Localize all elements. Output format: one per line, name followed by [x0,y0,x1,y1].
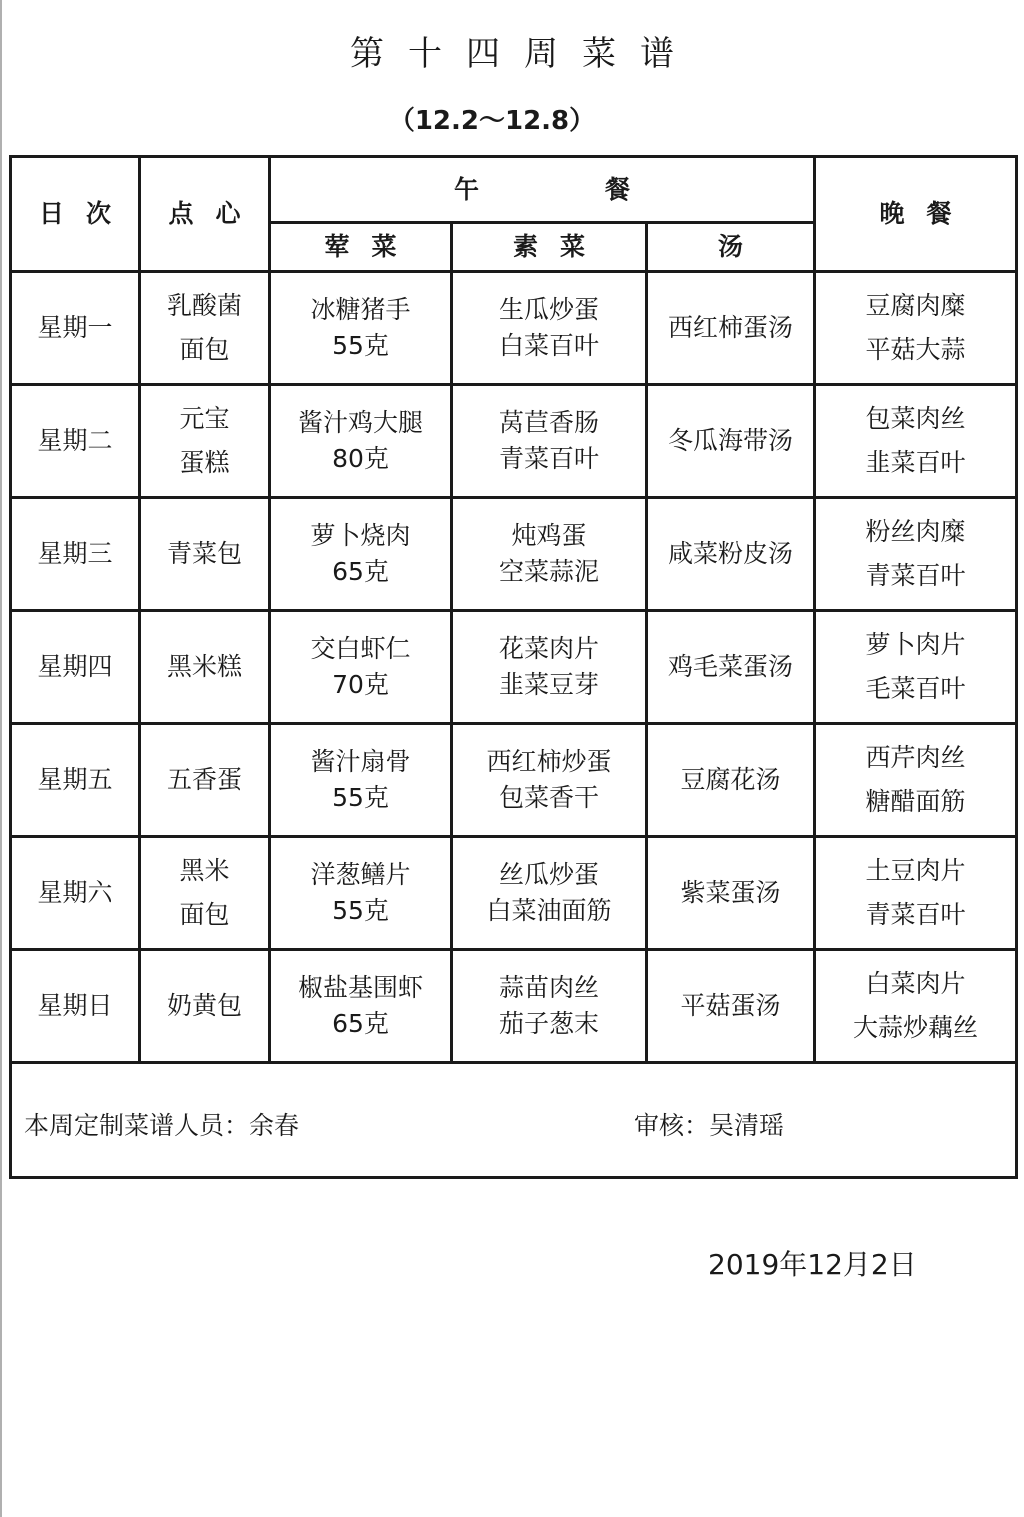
cell-day [11,724,140,837]
cell-line: 萝卜肉片 [865,630,966,659]
table-row [11,724,1017,837]
cell-day [11,498,140,611]
cell-meat [270,385,452,498]
cell-line: 空菜蒜泥 [498,557,599,586]
cell-line: 奶黄包 [166,991,242,1020]
cell-dinner [815,837,1017,950]
cell-dinner [815,950,1017,1063]
cell-line: 韭菜百叶 [865,448,966,477]
cell-line: 韭菜豆芽 [498,670,599,699]
cell-line: 茄子葱末 [498,1009,599,1038]
cell-line: 酱汁鸡大腿 [297,408,423,437]
cell-snack [140,498,270,611]
cell-line: 55克 [332,783,389,812]
cell-text: 星期二 [37,426,113,455]
cell-line: 70克 [332,670,389,699]
cell-text: 豆腐花汤 [680,765,781,794]
cell-soup [647,272,815,385]
cell-veg [452,272,647,385]
table-row [11,272,1017,385]
cell-veg [452,837,647,950]
cell-line: 西红柿炒蛋 [486,747,612,776]
header-soup: 汤 [647,223,815,272]
cell-line: 花菜肉片 [498,634,599,663]
cell-veg [452,498,647,611]
cell-text: 紫菜蛋汤 [680,878,781,907]
cell-text: 鸡毛菜蛋汤 [667,652,793,681]
cell-line: 80克 [332,444,389,473]
page-title: 第十四周菜谱 [350,34,698,74]
header-lunch: 午餐 [270,157,815,223]
cell-soup [647,385,815,498]
cell-line: 大蒜炒藕丝 [852,1013,978,1042]
cell-line: 糖醋面筋 [865,787,966,816]
date-range: （12.2～12.8） [388,106,596,136]
issue-date: 2019年12月2日 [708,1248,917,1281]
cell-meat [270,272,452,385]
cell-text: 咸菜粉皮汤 [667,539,793,568]
table-row [11,385,1017,498]
cell-veg [452,385,647,498]
cell-meat [270,837,452,950]
cell-soup [647,837,815,950]
cell-line: 粉丝肉糜 [865,517,966,546]
header-dinner: 晚餐 [815,157,1017,272]
cell-line: 黑米糕 [166,652,242,681]
cell-text: 星期三 [37,539,113,568]
cell-line: 蒜苗肉丝 [498,973,599,1002]
cell-line: 55克 [332,896,389,925]
cell-line: 白菜油面筋 [486,896,612,925]
cell-line: 冰糖猪手 [310,295,411,324]
cell-day [11,272,140,385]
cell-line: 生瓜炒蛋 [498,295,599,324]
cell-line: 面包 [179,900,230,929]
cell-line: 莴苣香肠 [498,408,599,437]
cell-day [11,837,140,950]
cell-line: 黑米 [179,856,230,885]
footer-row [11,1063,1017,1178]
header-meat: 荤菜 [270,223,452,272]
cell-line: 交白虾仁 [310,634,411,663]
cell-dinner [815,385,1017,498]
cell-text: 星期日 [37,991,113,1020]
cell-dinner [815,498,1017,611]
cell-snack [140,950,270,1063]
cell-line: 炖鸡蛋 [511,521,587,550]
cell-soup [647,724,815,837]
cell-line: 65克 [332,1009,389,1038]
header-snack: 点心 [140,157,270,272]
cell-line: 元宝 [179,404,230,433]
cell-text: 星期一 [37,313,113,342]
cell-dinner [815,272,1017,385]
cell-line: 酱汁扇骨 [310,747,411,776]
table-row [11,498,1017,611]
cell-line: 白菜肉片 [865,969,966,998]
table-row [11,950,1017,1063]
cell-line: 乳酸菌 [166,291,242,320]
planner-text: 本周定制菜谱人员：余春 [24,1111,300,1140]
header-day: 日次 [11,157,140,272]
cell-snack [140,724,270,837]
cell-text: 平菇蛋汤 [680,991,781,1020]
cell-snack [140,385,270,498]
cell-line: 青菜百叶 [498,444,599,473]
cell-line: 青菜包 [166,539,242,568]
cell-soup [647,611,815,724]
cell-soup [647,950,815,1063]
cell-line: 西芹肉丝 [865,743,966,772]
cell-meat [270,611,452,724]
cell-text: 星期五 [37,765,113,794]
cell-day [11,950,140,1063]
header-row [11,157,1017,223]
menu-table [9,155,1018,1179]
cell-meat [270,950,452,1063]
cell-dinner [815,611,1017,724]
header-veg: 素菜 [452,223,647,272]
cell-meat [270,498,452,611]
cell-snack [140,611,270,724]
cell-line: 面包 [179,335,230,364]
table-row [11,837,1017,950]
cell-dinner [815,724,1017,837]
cell-soup [647,498,815,611]
cell-veg [452,950,647,1063]
cell-line: 包菜肉丝 [865,404,966,433]
cell-text: 星期六 [37,878,113,907]
cell-line: 青菜百叶 [865,561,966,590]
page-edge [0,0,2,1517]
cell-line: 55克 [332,331,389,360]
cell-line: 椒盐基围虾 [297,973,423,1002]
cell-text: 西红柿蛋汤 [667,313,793,342]
cell-line: 青菜百叶 [865,900,966,929]
cell-line: 白菜百叶 [498,331,599,360]
cell-line: 萝卜烧肉 [310,521,411,550]
cell-snack [140,272,270,385]
cell-line: 丝瓜炒蛋 [498,860,599,889]
cell-line: 蛋糕 [179,448,230,477]
cell-line: 包菜香干 [498,783,599,812]
reviewer-text: 审核：吴清瑶 [634,1111,785,1140]
cell-veg [452,611,647,724]
cell-meat [270,724,452,837]
cell-line: 毛菜百叶 [865,674,966,703]
cell-line: 平菇大蒜 [865,335,966,364]
cell-line: 土豆肉片 [865,856,966,885]
cell-line: 五香蛋 [166,765,242,794]
cell-text: 冬瓜海带汤 [667,426,793,455]
footer-cell [11,1063,1017,1178]
cell-day [11,385,140,498]
cell-text: 星期四 [37,652,113,681]
cell-line: 65克 [332,557,389,586]
cell-day [11,611,140,724]
cell-veg [452,724,647,837]
cell-line: 豆腐肉糜 [865,291,966,320]
table-row [11,611,1017,724]
cell-snack [140,837,270,950]
cell-line: 洋葱鳝片 [310,860,411,889]
